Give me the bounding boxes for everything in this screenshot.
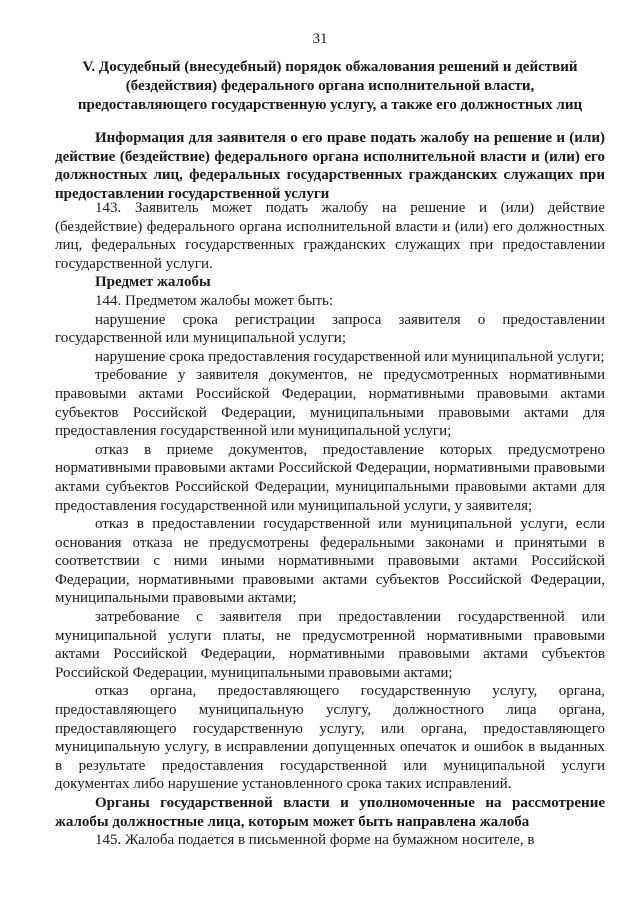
list-item: отказ в приеме документов, предоставление которых предусмотрено нормативными правовыми актами Российской Федерации, нормативными правовыми актами субъектов Российской Федерации, муниципальными правовыми актами для предоставления государственной или муниципальной услуги, у заявителя; xyxy=(55,441,605,514)
body-text xyxy=(55,199,605,850)
list-item: затребование с заявителя при предоставлении государственной или муниципальной услуги платы, не предусмотренной нормативными правовыми актами Российской Федерации, нормативными правовыми актами субъектов Российской Федерации, муниципальными правовыми актами; xyxy=(55,609,605,681)
list-item: требование у заявителя документов, не предусмотренных нормативными правовыми актами Российской Федерации, нормативными правовыми актами субъектов Российской Федерации, муниципальными правовыми актами для предоставления государственной или муниципальной услуги; xyxy=(55,367,605,440)
section-title: V. Досудебный (внесудебный) порядок обжалования решений и действий (бездействия) федерального органа исполнительной власти, предоставляющего государственную услугу, а также его должностных лиц xyxy=(77,59,583,113)
subject-heading: Предмет жалобы xyxy=(95,274,211,291)
list-item: отказ в предоставлении государственной или муниципальной услуги, если основания отказа не предусмотрены федеральными законами и принятыми в соответствии с ними иными нормативными правовыми актами Российской Федерации, нормативными правовыми актами субъектов Российской Федерации, муниципальными правовыми актами; xyxy=(55,516,605,607)
paragraph-145: 145. Жалоба подается в письменной форме на бумажном носителе, в xyxy=(95,832,535,849)
page-number: 31 xyxy=(312,31,328,47)
paragraph-143: 143. Заявитель может подать жалобу на решение и (или) действие (бездействие) федерального органа исполнительной власти и (или) его должностных лиц, федеральных государственных гражданских служащих при предоставлении государственной услуги. xyxy=(55,200,605,272)
paragraph-144: 144. Предметом жалобы может быть: xyxy=(95,292,334,309)
info-heading: Информация для заявителя о его праве подать жалобу на решение и (или) действие (бездействие) федерального органа исполнительной власти и (или) его должностных лиц, федеральных государственных гражданских служащих при предоставлении государственной услуги xyxy=(55,130,605,202)
list-item: отказ органа, предоставляющего государственную услугу, органа, предоставляющего муниципальную услугу, должностного лица органа, предоставляющего государственную услугу, или органа, предоставляющего муниципальную услугу, в исправлении допущенных опечаток и ошибок в выданных в результате предоставления государственной или муниципальной услуги документах либо нарушение установленного срока таких исправлений. xyxy=(55,683,605,793)
list-item: нарушение срока регистрации запроса заявителя о предоставлении государственной или муниципальной услуги; xyxy=(55,311,605,347)
organs-heading: Органы государственной власти и уполномоченные на рассмотрение жалобы должностные лица, которым может быть направлена жалоба xyxy=(55,795,605,830)
list-item: нарушение срока предоставления государственной или муниципальной услуги; xyxy=(95,348,605,365)
